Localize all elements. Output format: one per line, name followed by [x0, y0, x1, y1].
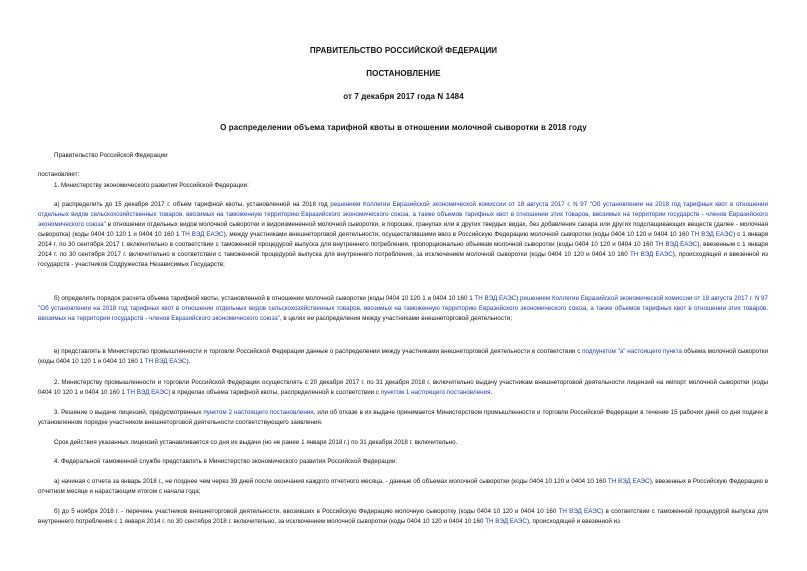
paragraph-3	[38, 408, 768, 428]
tnved-link[interactable]: ТН ВЭД ЕАЭС	[629, 251, 673, 258]
paragraph-1b	[38, 294, 768, 324]
text-span: ) с 1 января 2014 г. по 30 сентября 2017 г. включительно в соответствии с таможенной процедурой выпуска для внутреннего потребления, пропорционально объемам молочной сыворотки (коды 0404 10 120 и 0404 10 160	[38, 231, 768, 248]
text-span: ) в пределах объема тарифной квоты, распределенной в соответствии с	[168, 389, 381, 396]
tnved-link[interactable]: ТН ВЭД ЕАЭС	[558, 508, 602, 515]
text-span: ), между участниками внешнеторговой деятельности, осуществлявшими ввоз в Российскую Федерацию молочной сыворотки (коды 0404 10 120 и 0404 10 160	[223, 231, 691, 238]
tnved-link[interactable]: ТН ВЭД ЕАЭС	[144, 358, 187, 365]
text-span: 3. Решение о выдаче лицензий, предусмотренных	[54, 409, 204, 416]
paragraph-4b	[38, 507, 768, 527]
text-span: в) представлять в Министерство промышленности и торговли Российской Федерации данные о распределении между участниками внешнеторговой деятельности в соответствии с	[54, 348, 583, 355]
intro-resolves: постановляет:	[38, 171, 80, 178]
tnved-link[interactable]: ТН ВЭД ЕАЭС	[607, 478, 650, 485]
text-span: )	[516, 295, 521, 302]
text-span: б) определить порядок расчета объема тарифной квоты, установленной в отношении молочной сыворотки (коды 0404 10 120 1 и 0404 10 160 1	[54, 295, 475, 302]
paragraph-2	[38, 378, 768, 398]
paragraph-1: 1. Министерству экономического развития Российской Федерации:	[54, 182, 249, 189]
text-span: ), ввезенных в Российскую Федерацию в отчетном месяце и нарастающим итогом с начала года;	[38, 478, 769, 495]
document-type-heading: ПОСТАНОВЛЕНИЕ	[366, 69, 441, 78]
text-span: в отношении отдельных видов молочной сыворотки и видоизмененной молочной сыворотки, в порошке, гранулах или в других твердых видах, без добавления сахара или других подслащивающих веществ (далее - молочная сыворотка) (коды 0404 10 120 1 и 0404 10 160 1	[38, 221, 768, 238]
text-span: , в целях ее распределения между участниками внешнеторговой деятельности;	[279, 315, 513, 322]
text-span: 2. Министерству промышленности и торговли Российской Федерации осуществлять с 20 декабря 2017 г. по 31 декабря 2018 г. включительно выдачу участникам внешнеторговой деятельности лицензий на импорт молочной сыворотки (коды 0404 10 120 1 и 0404 10 160 1	[38, 379, 768, 396]
document-date: от 7 декабря 2017 года N 1484	[343, 92, 464, 101]
paragraph-4a	[38, 477, 768, 497]
tnved-link[interactable]: ТН ВЭД ЕАЭС	[474, 295, 517, 302]
text-span: ), происходящей и ввезенной из	[526, 518, 621, 525]
government-heading: ПРАВИТЕЛЬСТВО РОССИЙСКОЙ ФЕДЕРАЦИИ	[309, 46, 498, 55]
text-span: ), ввезенным с 1 января 2014 г. по 30 сентября 2017 г. включительно в соответствии с таможенной процедурой выпуска для внутреннего потребления, за исключением молочной сыворотки (коды 0404 10 120 и 0404 10 160	[38, 241, 768, 258]
intro-government: Правительство Российской Федерации	[54, 152, 168, 159]
subparagraph-a-link[interactable]: подпунктом "а" настоящего пункта	[582, 348, 683, 355]
tnved-link[interactable]: ТН ВЭД ЕАЭС	[690, 231, 734, 238]
text-span: а) начиная с отчета за январь 2018 г., не позднее чем через 39 дней после окончания каждого отчетного месяца, - данные об объемах молочной сыворотки (коды 0404 10 120 и 0404 10 160	[54, 478, 608, 485]
text-span: б) до 5 ноября 2018 г. - перечень участников внешнеторговой деятельности, ввозивших в Российскую Федерацию молочную сыворотку (коды 0404 10 120 и 0404 10 160	[54, 508, 559, 515]
document-title: О распределении объема тарифной квоты в отношении молочной сыворотки в 2018 году	[220, 123, 587, 132]
paragraph-1a	[38, 200, 768, 270]
point-1-link[interactable]: пунктом 1 настоящего постановления	[380, 389, 491, 396]
text-span: а) распределить до 15 декабря 2017 г. объем тарифной квоты, установленной на 2018 год	[54, 201, 331, 208]
paragraph-4: 4. Федеральной таможенной службе представлять в Министерство экономического развития Российской Федерации:	[54, 458, 398, 465]
paragraph-1v	[38, 347, 768, 367]
validity-paragraph: Срок действия указанных лицензий устанавливается со дня их выдачи (но не ранее 1 января 2018 г.) по 31 декабря 2018 г. включительно.	[54, 439, 458, 446]
decision-97-link[interactable]: решением Коллегии Евразийской экономической комиссии от 18 августа 2017 г. N 97 "Об установлении на 2018 год тарифных квот в отношении отдельных видов сельскохозяйственных товаров, ввозимых на таможенную территорию Евразийского экономического союза, а также объемов тарифных квот в отношении этих товаров, ввозимых на территории государств - членов Евразийского экономического союза"	[38, 201, 768, 228]
text-span: ) в соответствии с таможенной процедурой выпуска для внутреннего потребления с 1 января 2014 г. по 30 сентября 2018 г. включительно, за исключением молочной сыворотки (коды 0404 10 120 и 0404 10 160	[38, 508, 768, 525]
point-2-link[interactable]: пунктом 2 настоящего постановления	[203, 409, 314, 416]
text-span: ).	[186, 358, 191, 365]
text-span: объема молочной сыворотки (коды 0404 10 120 1 и 0404 10 160 1	[38, 348, 768, 365]
text-span: .	[490, 389, 493, 396]
decision-97-link[interactable]: решением Коллегии Евразийской экономической комиссии от 18 августа 2017 г. N 97 "Об установлении на 2018 год тарифных квот в отношении отдельных видов сельскохозяйственных товаров, ввозимых на таможенную территорию Евразийского экономического союза, а также объемов тарифных квот в отношении этих товаров, ввозимых на территории государств - членов Евразийского экономического союза"	[38, 295, 768, 322]
text-span: ), происходящей и ввезенной из государств - участников Содружества Независимых Государств;	[38, 251, 768, 268]
tnved-link[interactable]: ТН ВЭД ЕАЭС	[655, 241, 698, 248]
tnved-link[interactable]: ТН ВЭД ЕАЭС	[485, 518, 527, 525]
text-span: , или об отказе в их выдаче принимается Министерством промышленности и торговли Российской Федерации в течение 15 рабочих дней со дня подачи в установленном порядке участником внешнеторговой деятельности соответствующего заявления.	[38, 409, 768, 426]
tnved-link[interactable]: ТН ВЭД ЕАЭС	[126, 389, 169, 396]
tnved-link[interactable]: ТН ВЭД ЕАЭС	[181, 231, 224, 238]
